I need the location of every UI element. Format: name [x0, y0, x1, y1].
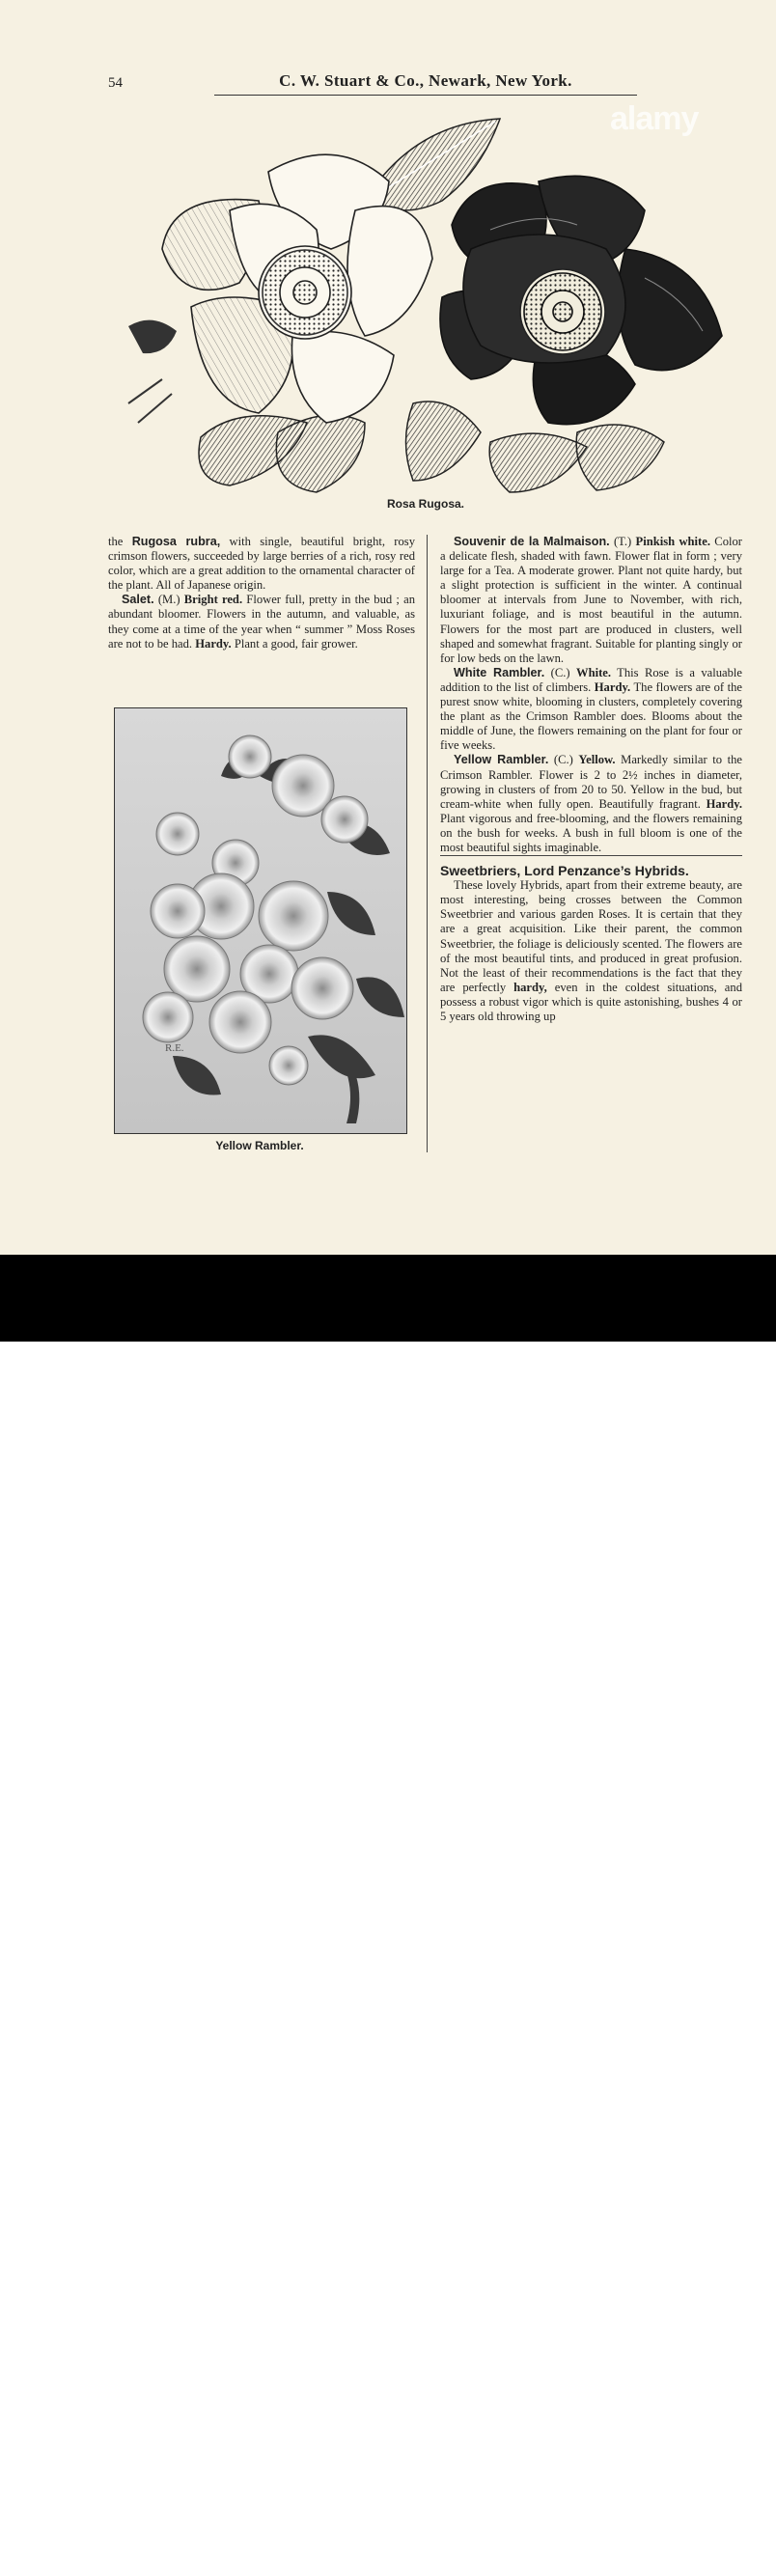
paragraph-yellow-rambler	[440, 753, 742, 855]
image-id: PY39DK	[656, 2527, 728, 2547]
yellow-rambler-illustration	[115, 708, 406, 1133]
paragraph-salet	[108, 593, 415, 651]
emphasis: Hardy.	[594, 679, 631, 694]
right-column	[440, 535, 742, 1024]
page-header: C. W. Stuart & Co., Newark, New York.	[214, 71, 637, 96]
section-title-sweetbriers: Sweetbriers, Lord Penzance’s Hybrids.	[440, 855, 742, 878]
artist-signature: R.E.	[165, 1042, 184, 1054]
body-text: Flower full, pretty in the bud ; an abundant bloomer. Flowers in the autumn, and valuable, as they come at a time of the year when “ summer ” Moss Roses are not to be had.	[108, 593, 415, 651]
body-text: (T.)	[609, 535, 636, 548]
body-text: These lovely Hybrids, apart from their extreme beauty, are most interesting, being crosses between the Common Sweetbrier and various garden Roses. It is certain that they are a great acquisition. Like their parent, the common Sweetbrier, the foliage is deliciously scented. The flowers are of the most beautiful tints, and produced in great profusion. Not the least of their recommendations is the fact that they are perfectly	[440, 878, 742, 994]
variety-name: Salet.	[122, 593, 154, 607]
watermark-url: www.alamy.com	[603, 2556, 728, 2575]
left-column	[108, 535, 415, 651]
yellow-rambler-photo	[114, 707, 407, 1134]
emphasis: White.	[575, 665, 611, 679]
variety-name: Rugosa rubra,	[131, 535, 221, 548]
leaf	[406, 402, 482, 481]
bud	[128, 320, 177, 354]
column-divider	[427, 535, 428, 1152]
body-text: Markedly similar to the Crimson Rambler. Flower is 2 to 2½ inches in diameter, growing in clusters of from 20 to 50. Yellow in the bud, but cream-white when fully open. Beautifully fragrant.	[440, 753, 742, 811]
emphasis: Pinkish white.	[635, 535, 710, 548]
body-text: even in the coldest situations, and possess a robust vigor which is quite astonishing, bushes 4 or 5 years old throwing up	[440, 980, 742, 1023]
body-text: This Rose is a valuable addition to the list of climbers.	[440, 665, 742, 694]
figure-caption-yellow-rambler: Yellow Rambler.	[215, 1139, 304, 1152]
catalog-page	[0, 0, 776, 1255]
page-number: 54	[108, 75, 123, 91]
body-text: Plant a good, fair grower.	[231, 636, 358, 651]
dark-rose	[440, 176, 722, 424]
leaf	[489, 433, 587, 492]
emphasis: Hardy.	[195, 636, 232, 651]
paragraph-souvenir-de-la-malmaison	[440, 535, 742, 666]
paragraph-rugosa-rubra	[108, 535, 415, 593]
paragraph-sweetbriers	[440, 878, 742, 1024]
body-text: with single, beautiful bright, rosy crimson flowers, succeeded by large berries of a rich, rosy red color, which are a great addition to the ornamental character of the plant. All of Japanese origin.	[108, 535, 415, 593]
body-text: (C.)	[548, 753, 579, 767]
body-text: (M.)	[153, 593, 184, 607]
emphasis: Bright red.	[183, 593, 243, 607]
figure-caption-rosa-rugosa: Rosa Rugosa.	[386, 497, 464, 511]
watermark-logo-overlay: alamy	[610, 100, 699, 137]
body-text: Plant vigorous and free-blooming, and the flowers remaining on the bush for weeks. A bush in full bloom is one of the most beautiful sights imaginable.	[440, 811, 742, 854]
body-text: the	[108, 535, 132, 548]
emphasis: Yellow.	[578, 753, 616, 767]
variety-name: Yellow Rambler.	[454, 753, 549, 767]
rosa-rugosa-illustration	[124, 114, 728, 496]
alamy-logo: alamy	[50, 2526, 161, 2573]
variety-name: Souvenir de la Malmaison.	[454, 535, 610, 548]
emphasis: Hardy.	[706, 796, 742, 811]
body-text: Color a delicate flesh, shaded with fawn. Flower flat in form ; very large for a Tea. A moderate grower. Plant not quite hardy, but a slight protection is sufficient in the winter. A continual bloomer at intervals from June to November, with rich, luxuriant foliage, and is most beautiful in the autumn. Flowers for the most part are produced in clusters, well shaped and somewhat fragrant. Suitable for planting singly or for low beds on the lawn.	[440, 535, 742, 665]
variety-name: White Rambler.	[454, 665, 545, 679]
emphasis: hardy,	[513, 980, 547, 994]
body-text: (C.)	[544, 665, 576, 679]
paragraph-white-rambler	[440, 666, 742, 754]
body-text: The flowers are of the purest snow white, blooming in clusters, completely covering the plant as the Crimson Rambler does. Blooms about the middle of June, the flowers remaining on the plant for four or five weeks.	[440, 679, 742, 753]
leaf	[576, 425, 664, 490]
watermark-banner	[0, 1255, 776, 2575]
leaf	[276, 415, 365, 492]
